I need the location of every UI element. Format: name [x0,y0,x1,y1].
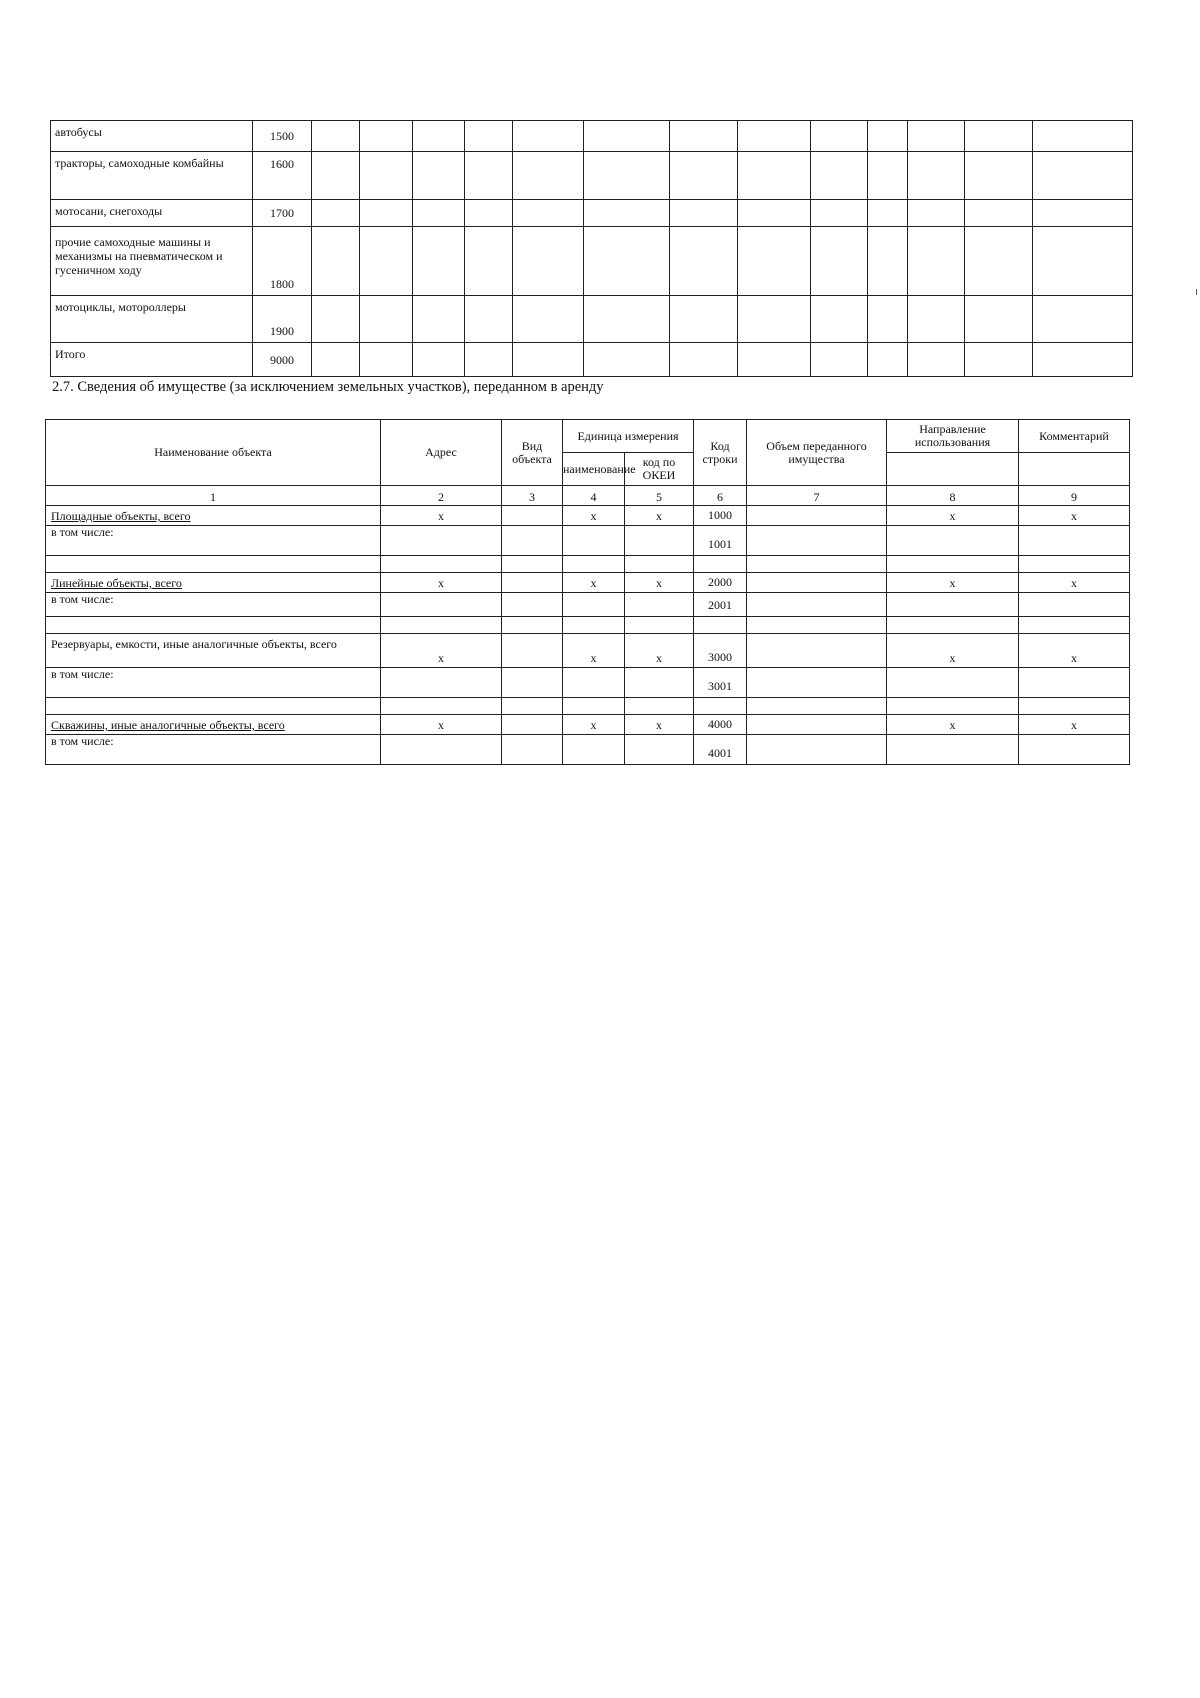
row-label: мотоциклы, мотороллеры [51,296,253,343]
group-label: Скважины, иные аналогичные объекты, всего [51,718,285,732]
column-number: 2 [381,486,502,506]
row-code: 1600 [253,152,312,200]
x-mark: x [887,506,1019,526]
row-label: мотосани, снегоходы [51,200,253,227]
header-comment: Комментарий [1019,420,1130,453]
x-mark: x [1019,715,1130,735]
table-row [46,668,1130,698]
x-mark: x [381,715,502,735]
section-caption: 2.7. Сведения об имуществе (за исключением земельных участков), переданном в аренду [52,379,604,395]
x-mark: x [381,506,502,526]
group-label: Площадные объекты, всего [51,509,191,523]
column-number: 6 [694,486,747,506]
table-row [46,698,1130,715]
row-code: 3000 [694,634,747,668]
header-direction: Направление использования [887,420,1019,453]
header-unit-name: наименование [563,453,625,486]
row-code: 1700 [253,200,312,227]
row-code: 1000 [694,506,747,526]
table-row [46,634,1130,668]
x-mark: x [1019,573,1130,593]
table-row [51,227,1133,296]
table-row [46,593,1130,617]
x-mark: x [625,573,694,593]
row-code: 1900 [253,296,312,343]
table-row [51,121,1133,152]
x-mark: x [563,506,625,526]
column-number: 8 [887,486,1019,506]
row-code: 2000 [694,573,747,593]
column-numbers-row [46,486,1130,506]
row-label: тракторы, самоходные комбайны [51,152,253,200]
row-code: 1500 [253,121,312,152]
x-mark: x [381,634,502,668]
row-label: прочие самоходные машины и механизмы на пневматическом и гусеничном ходу [51,227,253,296]
table-row [51,152,1133,200]
x-mark: x [887,634,1019,668]
column-number: 9 [1019,486,1130,506]
table-row [46,715,1130,735]
group-label: Линейные объекты, всего [51,576,182,590]
row-label: Итого [51,343,253,377]
column-number: 1 [46,486,381,506]
sub-label: в том числе: [46,735,381,765]
table-row [46,617,1130,634]
x-mark: x [563,715,625,735]
header-unit-okei: код по ОКЕИ [625,453,694,486]
x-mark: x [563,634,625,668]
header-unit-group: Единица измерения [563,420,694,453]
sub-label: в том числе: [46,668,381,698]
x-mark: x [1019,506,1130,526]
row-code: 1001 [694,526,747,556]
x-mark: x [1019,634,1130,668]
header-volume: Объем переданного имущества [747,420,887,486]
table-row [51,296,1133,343]
x-mark: x [381,573,502,593]
header-row-code: Код строки [694,420,747,486]
leased-property-table [45,419,1130,765]
table-row [51,200,1133,227]
vehicles-table [50,120,1133,377]
sub-label: в том числе: [46,526,381,556]
row-code: 1800 [253,227,312,296]
row-code: 9000 [253,343,312,377]
row-label: автобусы [51,121,253,152]
row-code: 4000 [694,715,747,735]
x-mark: x [625,506,694,526]
column-number: 7 [747,486,887,506]
row-code: 2001 [694,593,747,617]
scan-artifact [1196,289,1197,295]
header-kind: Вид объекта [502,420,563,486]
table-row [46,506,1130,526]
header-address: Адрес [381,420,502,486]
x-mark: x [625,634,694,668]
x-mark: x [887,573,1019,593]
column-number: 5 [625,486,694,506]
column-number: 4 [563,486,625,506]
table-row [46,573,1130,593]
header-row [46,420,1130,453]
x-mark: x [563,573,625,593]
table-row [51,343,1133,377]
table-row [46,735,1130,765]
x-mark: x [625,715,694,735]
row-code: 3001 [694,668,747,698]
x-mark: x [887,715,1019,735]
sub-label: в том числе: [46,593,381,617]
row-code: 4001 [694,735,747,765]
header-name: Наименование объекта [46,420,381,486]
column-number: 3 [502,486,563,506]
table-row [46,556,1130,573]
group-label: Резервуары, емкости, иные аналогичные объекты, всего [46,634,381,668]
table-row [46,526,1130,556]
